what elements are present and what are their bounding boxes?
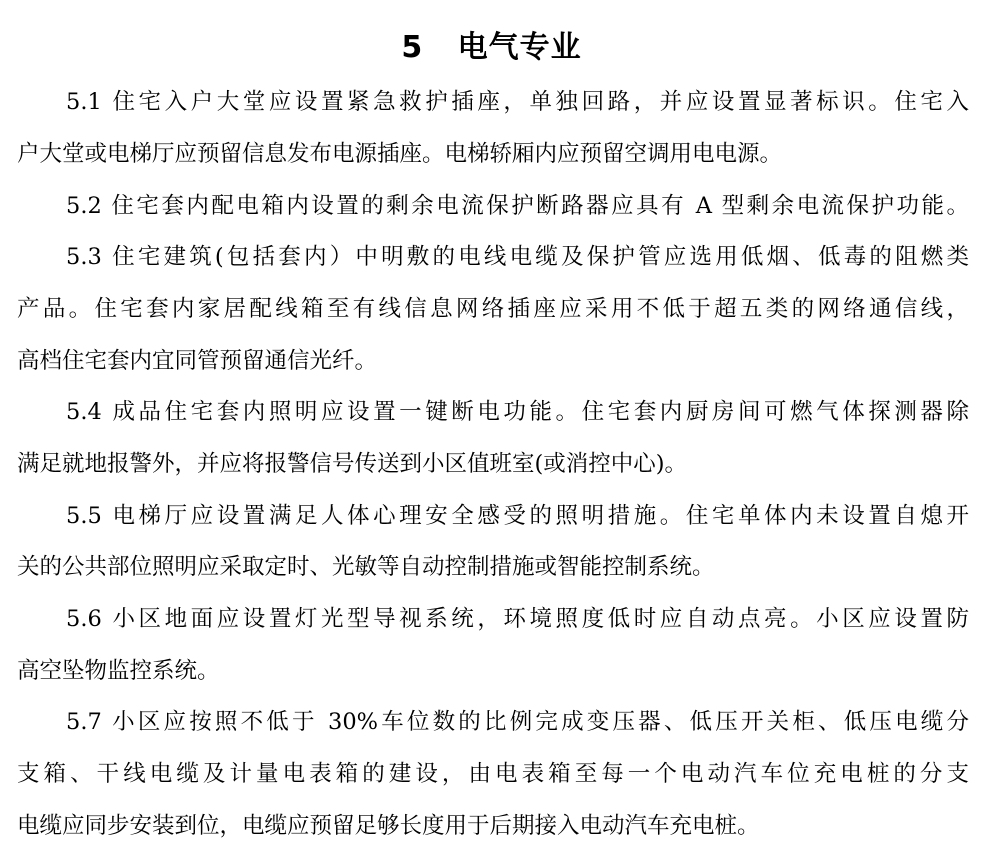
paragraph-5-4-line-2: 满足就地报警外，并应将报警信号传送到小区值班室(或消控中心)。 [17, 451, 688, 477]
paragraph-5-1-line-2: 户大堂或电梯厅应预留信息发布电源插座。电梯轿厢内应预留空调用电电源。 [17, 141, 783, 167]
paragraph-5-5-line-2: 关的公共部位照明应采取定时、光敏等自动控制措施或智能控制系统。 [17, 554, 715, 580]
paragraph-5-3-line-3: 高档住宅套内宜同管预留通信光纤。 [17, 348, 378, 374]
paragraph-5-4-line-1: 5.4 成品住宅套内照明应设置一键断电功能。住宅套内厨房间可燃气体探测器除 [66, 399, 969, 425]
paragraph-5-7-line-1: 5.7 小区应按照不低于 30%车位数的比例完成变压器、低压开关柜、低压电缆分 [66, 709, 969, 735]
section-title: 5 电气专业 [401, 30, 582, 65]
paragraph-5-6-line-2: 高空坠物监控系统。 [17, 658, 220, 684]
paragraph-5-5-line-1: 5.5 电梯厅应设置满足人体心理安全感受的照明措施。住宅单体内未设置自熄开 [66, 503, 969, 529]
paragraph-5-7-line-2: 支箱、干线电缆及计量电表箱的建设，由电表箱至每一个电动汽车位充电桩的分支 [17, 761, 969, 787]
paragraph-5-3-line-1: 5.3 住宅建筑(包括套内）中明敷的电线电缆及保护管应选用低烟、低毒的阻燃类 [66, 244, 969, 270]
paragraph-5-7-line-3: 电缆应同步安装到位，电缆应预留足够长度用于后期接入电动汽车充电桩。 [17, 813, 760, 839]
paragraph-5-2-line-1: 5.2 住宅套内配电箱内设置的剩余电流保护断路器应具有 A 型剩余电流保护功能。 [66, 193, 969, 219]
paragraph-5-3-line-2: 产品。住宅套内家居配线箱至有线信息网络插座应采用不低于超五类的网络通信线， [17, 296, 969, 322]
paragraph-5-1-line-1: 5.1 住宅入户大堂应设置紧急救护插座，单独回路，并应设置显著标识。住宅入 [66, 89, 969, 115]
paragraph-5-6-line-1: 5.6 小区地面应设置灯光型导视系统，环境照度低时应自动点亮。小区应设置防 [66, 606, 969, 632]
